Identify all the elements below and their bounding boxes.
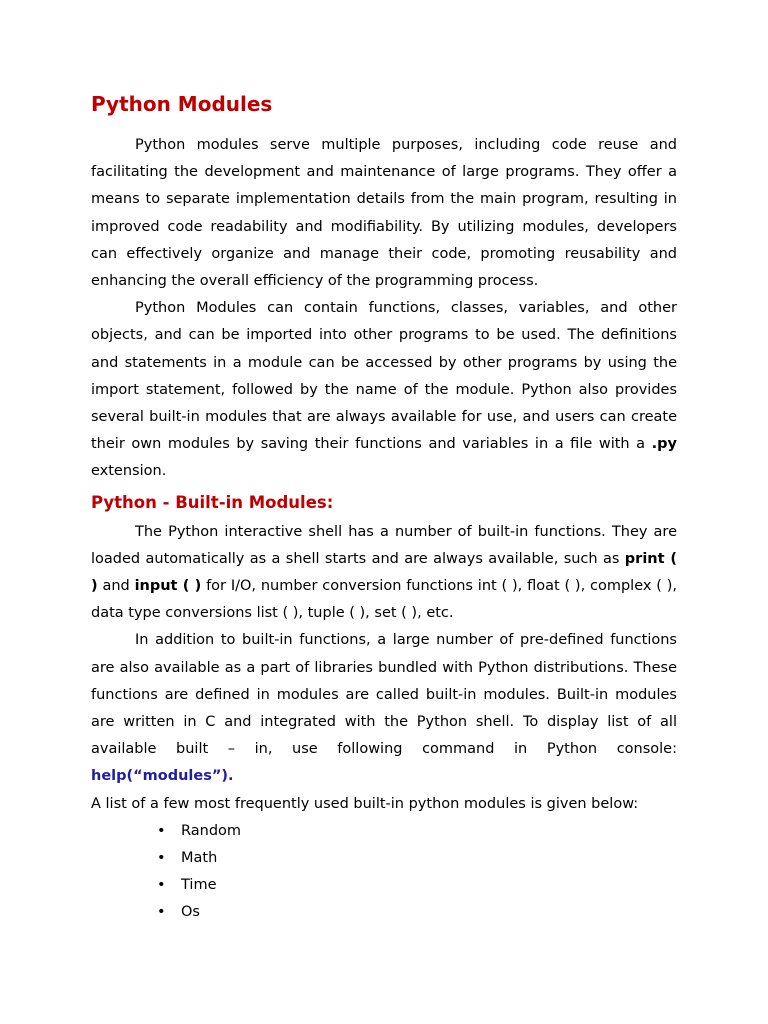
list-item: [157, 845, 677, 872]
builtin-modules-heading: Python - Built-in Modules:: [91, 492, 334, 512]
list-item: [157, 899, 677, 926]
list-item: [157, 818, 677, 845]
modules-list: [91, 818, 677, 927]
list-item-label: Math: [181, 850, 218, 867]
document-content: [91, 89, 677, 927]
builtin-paragraph-1-and: and: [97, 578, 135, 595]
intro-paragraph-2: [91, 295, 677, 485]
help-modules-command: help(“modules”).: [91, 768, 234, 785]
builtin-paragraph-2-text: In addition to built-in functions, a large number of pre-defined functions are also available as a part of libraries bundled with Python distributions. These functions are defined in modules are called built-in modules. Built-in modules are written in C and integrated with the Python shell. To display list of all available built – in, use following command in Python console:: [91, 632, 677, 758]
bullet-icon: •: [157, 850, 166, 867]
builtin-paragraph-1-start: The Python interactive shell has a number of built-in functions. They are loaded automatically as a shell starts and are always available, such as: [91, 523, 677, 567]
print-function: print ( ): [91, 550, 677, 595]
bullet-icon: •: [157, 822, 166, 839]
list-item: [157, 872, 677, 899]
bullet-icon: •: [157, 904, 166, 921]
builtin-paragraph-1: [91, 519, 677, 628]
py-extension: .py: [651, 436, 677, 453]
input-function: input ( ): [134, 578, 202, 595]
list-item-label: Os: [181, 904, 200, 921]
list-item-label: Random: [181, 822, 242, 839]
builtin-paragraph-2: [91, 627, 677, 790]
builtin-paragraph-1-end: for I/O, number conversion functions int ( ), float ( ), complex ( ), data type conversions list ( ), tuple ( ), set ( ), etc.: [91, 578, 678, 622]
page-title: Python Modules: [91, 92, 273, 116]
intro-paragraph-2-text: Python Modules can contain functions, classes, variables, and other objects, and can be imported into other programs to be used. The definitions and statements in a module can be accessed by other programs by using the import statement, followed by the name of the module. Python also provides several built-in modules that are always available for use, and users can create their own modules by saving their functions and variables in a file with a: [91, 300, 677, 453]
modules-list-intro: A list of a few most frequently used built-in python modules is given below:: [91, 795, 639, 812]
bullet-icon: •: [157, 877, 166, 894]
intro-paragraph-2-end: extension.: [91, 463, 167, 480]
list-item-label: Time: [181, 877, 217, 894]
intro-paragraph-1: Python modules serve multiple purposes, including code reuse and facilitating the development and maintenance of large programs. They offer a means to separate implementation details from the main program, resulting in improved code readability and modifiability. By utilizing modules, developers can effectively organize and manage their code, promoting reusability and enhancing the overall efficiency of the programming process.: [91, 137, 677, 290]
